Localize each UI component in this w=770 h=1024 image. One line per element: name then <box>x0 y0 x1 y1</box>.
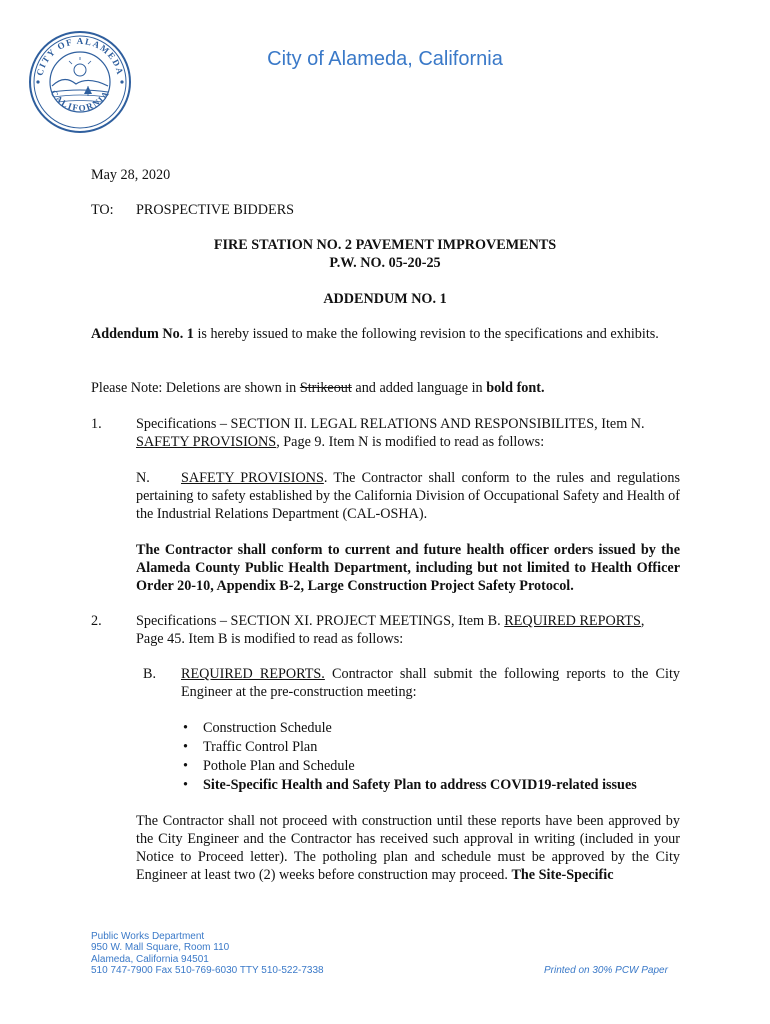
footer-address <box>91 931 324 976</box>
note-strikeout: Strikeout <box>299 380 352 396</box>
addendum-title: ADDENDUM NO. 1 <box>323 291 447 307</box>
list-item <box>183 719 683 738</box>
note-paragraph <box>91 379 680 397</box>
bullet-dot-icon: • <box>183 758 188 774</box>
list-item <box>183 738 683 757</box>
item-2-sub-text: Contractor shall submit the following reports to the City Engineer at the pre-construction meeting: <box>181 666 680 700</box>
footer-address-line-1: 950 W. Mall Square, Room 110 <box>91 942 230 954</box>
list-item-text: Traffic Control Plan <box>203 739 318 755</box>
list-item-text: Pothole Plan and Schedule <box>203 758 355 774</box>
bullet-dot-icon: • <box>183 720 188 736</box>
list-item-text-bold: Site-Specific Health and Safety Plan to address COVID19-related issues <box>203 777 637 793</box>
note-mid: and added language in <box>351 380 487 396</box>
item-1-line-b-rest: , Page 9. Item N is modified to read as follows: <box>276 434 545 450</box>
city-title: City of Alameda, California <box>267 48 503 70</box>
footer-printed-note: Printed on 30% PCW Paper <box>544 965 668 976</box>
required-reports-list <box>183 719 683 795</box>
list-item <box>183 776 683 795</box>
item-2-sub-letter: B. <box>143 666 157 682</box>
item-1-sub-heading: SAFETY PROVISIONS <box>181 470 324 486</box>
to-label: TO: <box>91 202 114 218</box>
item-1-line-a: Specifications – SECTION II. LEGAL RELATIONS AND RESPONSIBILITES, Item N. <box>136 416 645 432</box>
item-2-line-a-suffix: , <box>640 613 645 629</box>
item-1-underline: SAFETY PROVISIONS <box>136 434 277 450</box>
project-number: P.W. NO. 05-20-25 <box>329 255 441 271</box>
note-prefix: Please Note: Deletions are shown in <box>91 380 300 396</box>
item-2-line-a <box>136 612 680 630</box>
seal-ring-top-text: CITY OF ALAMEDA <box>34 35 126 77</box>
closing-bold: The Site-Specific <box>511 867 614 883</box>
letter-date: May 28, 2020 <box>91 167 171 183</box>
item-1-sub-paragraph <box>136 469 680 523</box>
list-item-text: Construction Schedule <box>203 720 332 736</box>
intro-paragraph <box>91 325 680 343</box>
item-1-sub-letter: N. <box>136 470 150 486</box>
item-2-underline: REQUIRED REPORTS <box>504 613 641 629</box>
footer-phones: 510 747-7900 Fax 510-769-6030 TTY 510-522-7338 <box>91 964 324 976</box>
list-item <box>183 757 683 776</box>
item-2-line-a-prefix: Specifications – SECTION XI. PROJECT MEETINGS, Item B. <box>136 613 505 629</box>
item-2-number: 2. <box>91 613 102 629</box>
footer-address-line-2: Alameda, California 94501 <box>91 953 209 965</box>
item-1-sub-text: . The Contractor shall conform to the rules and regulations pertaining to safety established by the California Division of Occupational Safety and Health of the Industrial Relations Department (CAL-OSHA). <box>136 470 680 522</box>
item-2-line-b: Page 45. Item B is modified to read as follows: <box>136 631 404 647</box>
item-2-sub-paragraph <box>181 665 680 701</box>
item-2-closing-paragraph <box>136 812 680 884</box>
item-2-sub-heading: REQUIRED REPORTS. <box>181 666 325 682</box>
project-title: FIRE STATION NO. 2 PAVEMENT IMPROVEMENTS <box>213 237 557 253</box>
intro-text: is hereby issued to make the following revision to the specifications and exhibits. <box>193 326 659 342</box>
seal-ring-bottom-text: CALIFORNIA <box>48 88 112 114</box>
closing-text: The Contractor shall not proceed with construction until these reports have been approved by the City Engineer and the Contractor has received such approval in writing (included in your Notice to Proceed letter). The potholing plan and schedule must be approved by the City Engineer at least two (2) weeks before construction may proceed. <box>136 813 680 883</box>
bullet-dot-icon: • <box>183 739 188 755</box>
bullet-dot-icon: • <box>183 777 188 793</box>
footer-department: Public Works Department <box>91 931 205 942</box>
to-recipients: PROSPECTIVE BIDDERS <box>136 202 295 218</box>
intro-bold: Addendum No. 1 <box>91 326 194 342</box>
item-1-line-b <box>136 433 680 451</box>
item-1-number: 1. <box>91 416 102 432</box>
note-bold: bold font. <box>486 380 545 396</box>
item-1-bold-paragraph: The Contractor shall conform to current and future health officer orders issued by the Alameda County Public Health Department, including but not limited to Health Officer Order 20-10, Appendix B-2, Large Construction Project Safety Protocol. <box>136 542 680 594</box>
